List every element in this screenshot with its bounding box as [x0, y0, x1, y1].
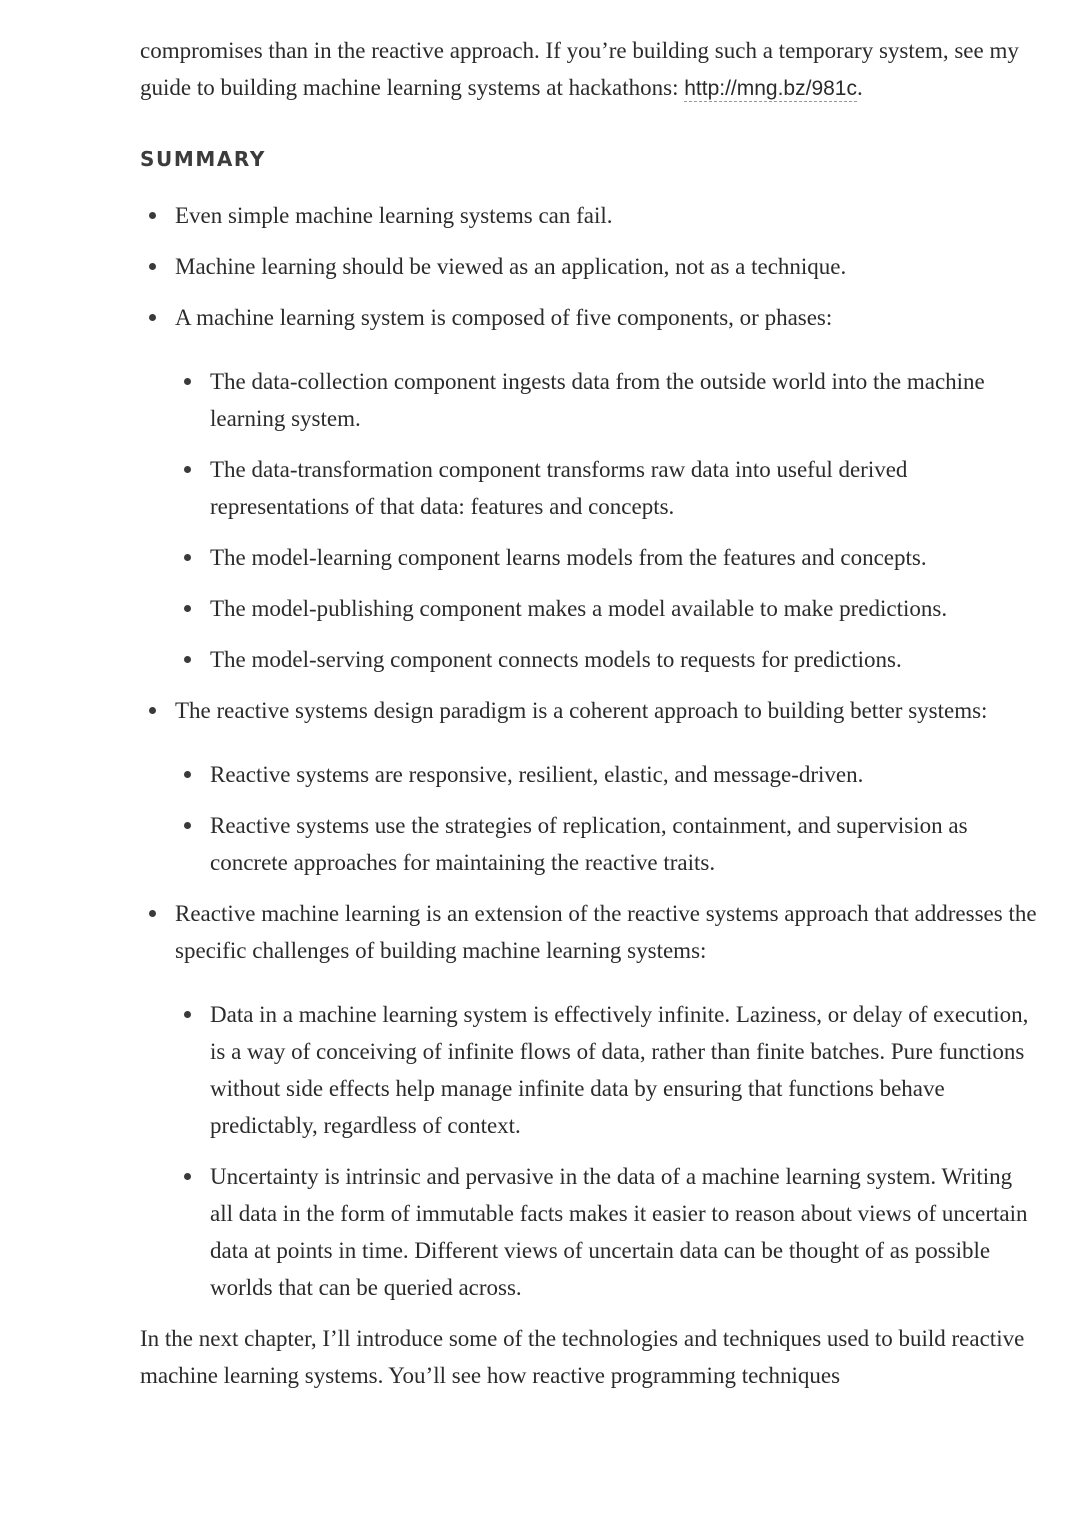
bullet-icon — [184, 1173, 191, 1180]
list-item-text: The data-collection component ingests data from the outside world into the machine learning system. — [210, 369, 985, 431]
list-item — [175, 590, 1040, 627]
list-item-text: Data in a machine learning system is effectively infinite. Laziness, or delay of execution, is a way of conceiving of infinite flows of data, rather than finite batches. Pure functions without side effects help manage infinite data by ensuring that functions behave predictably, regardless of context. — [210, 1002, 1029, 1138]
bullet-icon — [149, 263, 156, 270]
list-item-text: The model-learning component learns models from the features and concepts. — [210, 545, 927, 570]
bullet-icon — [184, 771, 191, 778]
bullet-icon — [184, 554, 191, 561]
list-item-text: Even simple machine learning systems can fail. — [175, 203, 613, 228]
reactive-traits-list — [175, 756, 1040, 881]
bullet-icon — [184, 822, 191, 829]
summary-list — [140, 197, 1040, 1306]
list-item — [140, 248, 1040, 285]
list-item — [175, 641, 1040, 678]
closing-paragraph: In the next chapter, I’ll introduce some of the technologies and techniques used to build reactive machine learning systems. You’ll see how reactive programming techniques — [140, 1326, 1025, 1388]
hackathon-guide-link[interactable]: http://mng.bz/981c — [684, 77, 857, 100]
list-item-text: Machine learning should be viewed as an application, not as a technique. — [175, 254, 847, 279]
document-page — [140, 32, 1040, 1394]
bullet-icon — [184, 656, 191, 663]
list-item — [175, 363, 1040, 437]
components-list — [175, 363, 1040, 678]
bullet-icon — [184, 605, 191, 612]
bullet-icon — [184, 466, 191, 473]
list-item — [140, 197, 1040, 234]
summary-heading: SUMMARY — [140, 147, 266, 171]
list-item — [175, 996, 1040, 1144]
list-item-text: Reactive machine learning is an extension of the reactive systems approach that addresses the specific challenges of building machine learning systems: — [175, 901, 1037, 963]
intro-text: compromises than in the reactive approach. If you’re building such a temporary system, see my guide to building machine learning systems at hackathons: — [140, 38, 1019, 100]
list-item — [175, 539, 1040, 576]
list-item — [140, 692, 1040, 881]
bullet-icon — [149, 212, 156, 219]
list-item-text: The model-publishing component makes a model available to make predictions. — [210, 596, 948, 621]
list-item — [175, 756, 1040, 793]
list-item-text: The reactive systems design paradigm is a coherent approach to building better systems: — [175, 698, 988, 723]
list-item-text: The model-serving component connects models to requests for predictions. — [210, 647, 902, 672]
bullet-icon — [149, 707, 156, 714]
intro-period: . — [857, 75, 863, 100]
rml-challenges-list — [175, 996, 1040, 1306]
bullet-icon — [184, 378, 191, 385]
bullet-icon — [184, 1011, 191, 1018]
list-item-text: The data-transformation component transforms raw data into useful derived representations of that data: features and concepts. — [210, 457, 908, 519]
list-item — [140, 299, 1040, 678]
list-item — [140, 895, 1040, 1306]
list-item — [175, 451, 1040, 525]
intro-paragraph — [140, 32, 1040, 107]
bullet-icon — [149, 910, 156, 917]
list-item-text: Reactive systems are responsive, resilient, elastic, and message-driven. — [210, 762, 864, 787]
list-item-text: A machine learning system is composed of five components, or phases: — [175, 305, 833, 330]
list-item-text: Uncertainty is intrinsic and pervasive in the data of a machine learning system. Writing all data in the form of immutable facts makes it easier to reason about views of uncertain data at points in time. Different views of uncertain data can be thought of as possible worlds that can be queried across. — [210, 1164, 1028, 1300]
list-item — [175, 807, 1040, 881]
list-item-text: Reactive systems use the strategies of replication, containment, and supervision as concrete approaches for maintaining the reactive traits. — [210, 813, 968, 875]
list-item — [175, 1158, 1040, 1306]
bullet-icon — [149, 314, 156, 321]
